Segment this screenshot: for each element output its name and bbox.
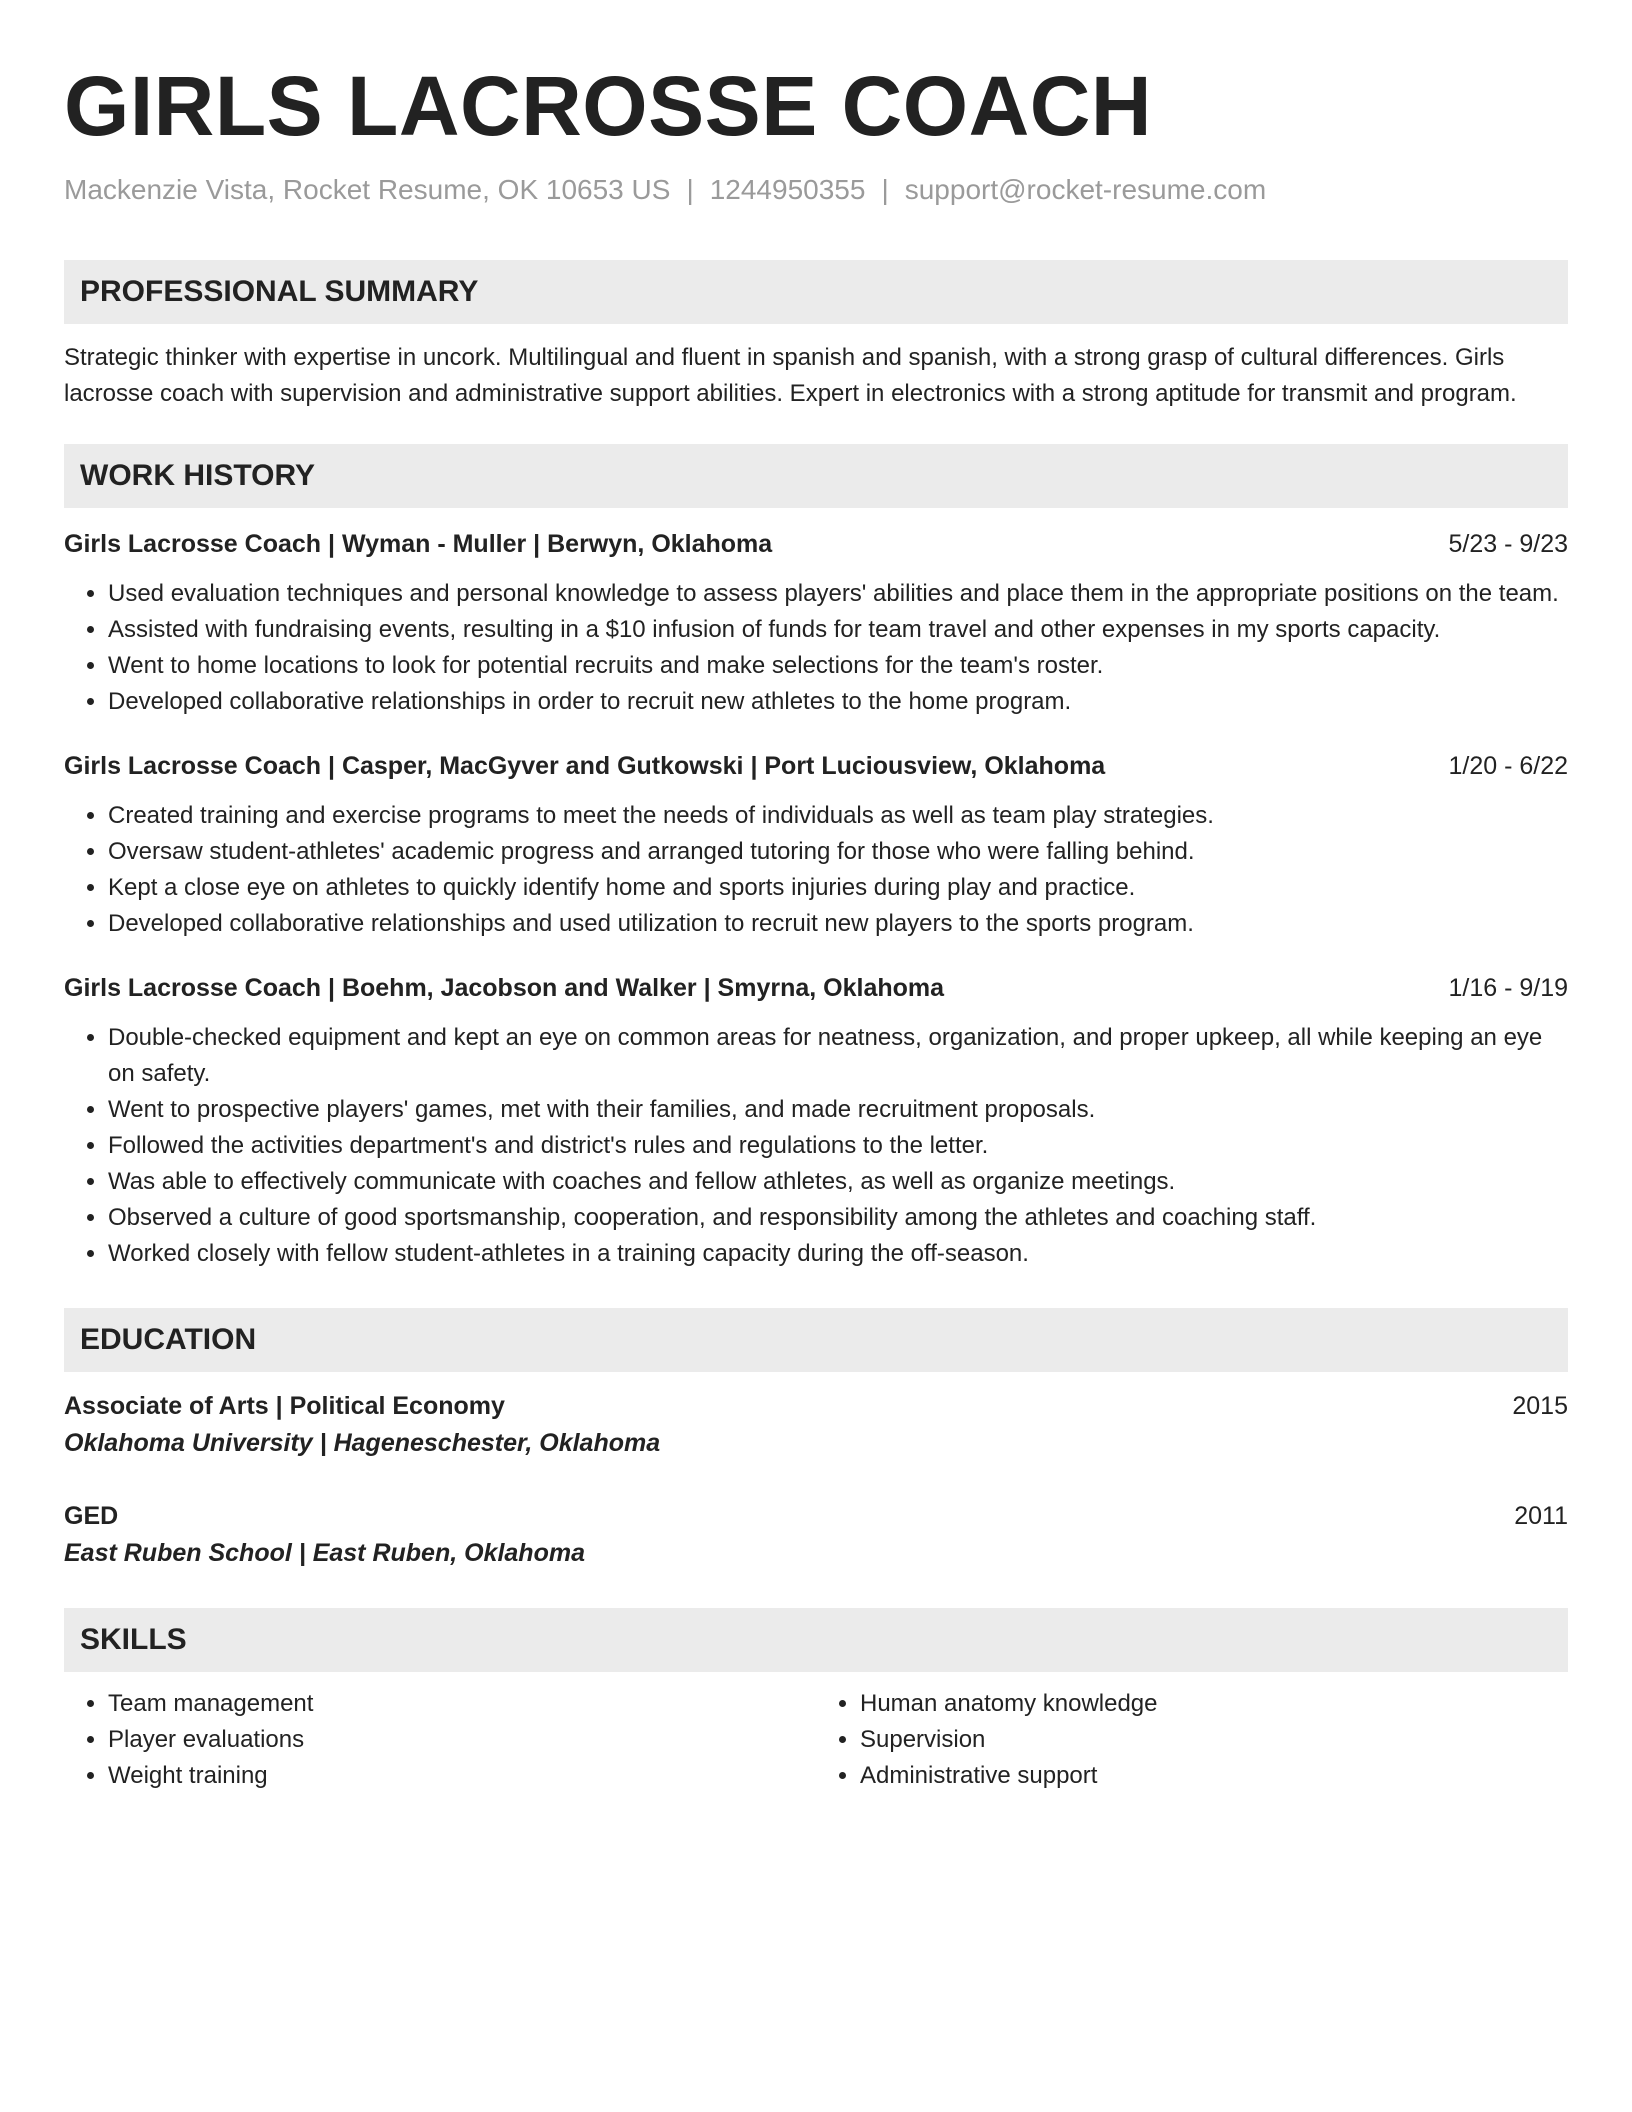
job-title: Girls Lacrosse Coach | Casper, MacGyver and Gutkowski | Port Luciousview, Oklahoma (64, 752, 1106, 780)
job-header (64, 526, 1568, 562)
summary-heading: PROFESSIONAL SUMMARY (64, 260, 1568, 324)
job-dates: 5/23 - 9/23 (1448, 530, 1568, 558)
education-header (64, 1388, 1568, 1424)
education-header (64, 1498, 1568, 1534)
education-school: Oklahoma University | Hageneschester, Oklahoma (64, 1429, 661, 1457)
job-header (64, 970, 1568, 1006)
job-bullet: • Worked closely with fellow student-athletes in a training capacity during the off-season. (108, 1236, 1568, 1272)
skills-column-left (64, 1686, 816, 1794)
contact-email: support@rocket-resume.com (904, 174, 1267, 205)
job-bullet: • Followed the activities department's and district's rules and regulations to the letter. (108, 1128, 1568, 1164)
skills-heading: SKILLS (64, 1608, 1568, 1672)
job-title: Girls Lacrosse Coach | Boehm, Jacobson and Walker | Smyrna, Oklahoma (64, 974, 945, 1002)
job-bullet: • Assisted with fundraising events, resulting in a $10 infusion of funds for team travel and other expenses in my sports capacity. (108, 612, 1568, 648)
job-bullet: • Oversaw student-athletes' academic progress and arranged tutoring for those who were falling behind. (108, 834, 1568, 870)
education-year: 2015 (1512, 1392, 1568, 1420)
skill-item: • Player evaluations (108, 1722, 816, 1758)
skill-item: • Team management (108, 1686, 816, 1722)
job-dates: 1/20 - 6/22 (1448, 752, 1568, 780)
skill-item: • Supervision (860, 1722, 1568, 1758)
job-bullet: • Used evaluation techniques and personal knowledge to assess players' abilities and place them in the appropriate positions on the team. (108, 576, 1568, 612)
job-entry (64, 748, 1568, 942)
job-dates: 1/16 - 9/19 (1448, 974, 1568, 1002)
job-bullet: • Created training and exercise programs to meet the needs of individuals as well as team play strategies. (108, 798, 1568, 834)
job-bullet: • Double-checked equipment and kept an eye on common areas for neatness, organization, and proper upkeep, all while keeping an eye on safety. (108, 1020, 1568, 1092)
skills-columns (64, 1686, 1568, 1794)
job-title: Girls Lacrosse Coach | Wyman - Muller | Berwyn, Oklahoma (64, 530, 773, 558)
skills-list (64, 1686, 816, 1794)
job-bullet: • Developed collaborative relationships in order to recruit new athletes to the home program. (108, 684, 1568, 720)
job-bullets (64, 576, 1568, 720)
work-history-heading: WORK HISTORY (64, 444, 1568, 508)
job-bullets (64, 1020, 1568, 1272)
resume-title: GIRLS LACROSSE COACH (64, 59, 1153, 153)
contact-line (64, 170, 1568, 210)
job-bullet: • Went to prospective players' games, met with their families, and made recruitment proposals. (108, 1092, 1568, 1128)
job-bullet: • Observed a culture of good sportsmanship, cooperation, and responsibility among the athletes and coaching staff. (108, 1200, 1568, 1236)
education-entry (64, 1498, 1568, 1572)
education-heading: EDUCATION (64, 1308, 1568, 1372)
contact-separator: | (686, 174, 694, 205)
job-bullet: • Went to home locations to look for potential recruits and make selections for the team's roster. (108, 648, 1568, 684)
skills-list (816, 1686, 1568, 1794)
skill-item: • Administrative support (860, 1758, 1568, 1794)
job-header (64, 748, 1568, 784)
job-entry (64, 970, 1568, 1272)
job-bullets (64, 798, 1568, 942)
education-degree: GED (64, 1502, 119, 1530)
skills-column-right (816, 1686, 1568, 1794)
job-bullet: • Developed collaborative relationships and used utilization to recruit new players to the sports program. (108, 906, 1568, 942)
education-degree: Associate of Arts | Political Economy (64, 1392, 505, 1420)
job-bullet: • Was able to effectively communicate with coaches and fellow athletes, as well as organize meetings. (108, 1164, 1568, 1200)
education-entry (64, 1388, 1568, 1462)
job-bullet: • Kept a close eye on athletes to quickly identify home and sports injuries during play and practice. (108, 870, 1568, 906)
skill-item: • Weight training (108, 1758, 816, 1794)
skill-item: • Human anatomy knowledge (860, 1686, 1568, 1722)
summary-text: Strategic thinker with expertise in uncork. Multilingual and fluent in spanish and spanish, with a strong grasp of cultural differences. Girls lacrosse coach with supervision and administrative support abilities. Expert in electronics with a strong aptitude for transmit and program. (64, 344, 1517, 407)
contact-address: Mackenzie Vista, Rocket Resume, OK 10653 US (64, 174, 671, 205)
education-school: East Ruben School | East Ruben, Oklahoma (64, 1539, 585, 1567)
education-year: 2011 (1514, 1502, 1568, 1530)
contact-phone: 1244950355 (709, 174, 866, 205)
job-entry (64, 526, 1568, 720)
contact-separator: | (881, 174, 889, 205)
